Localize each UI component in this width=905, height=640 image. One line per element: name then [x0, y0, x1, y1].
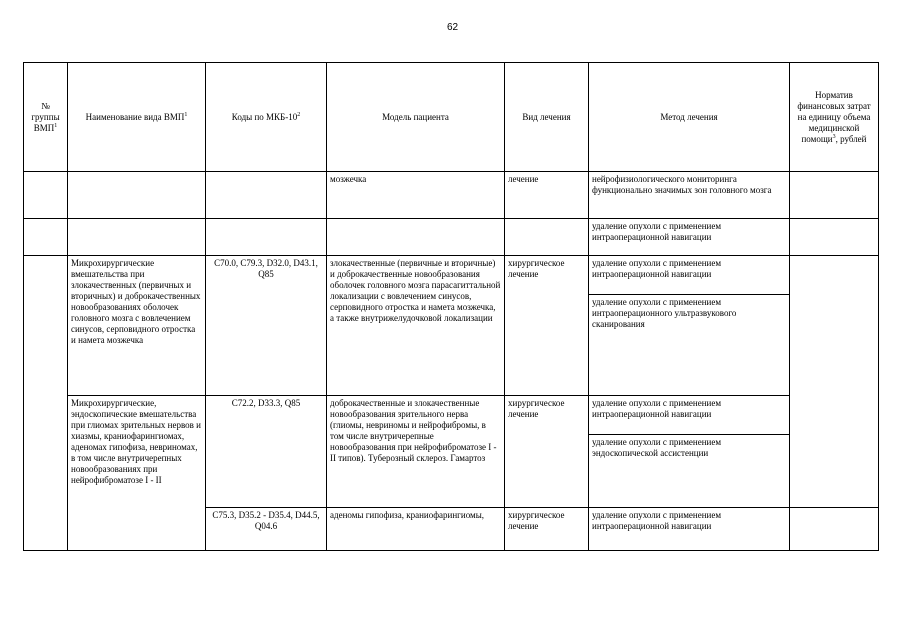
cell-mkb-codes: C75.3, D35.2 - D35.4, D44.5, Q04.6	[206, 508, 327, 551]
table-row	[24, 219, 879, 256]
header-cost-norm: Норматив финансовых затрат на единицу объема медицинской помощи$^3$, рублей	[790, 63, 879, 172]
cell-treatment-method: удаление опухоли с применением интраоперационной навигации	[589, 219, 790, 256]
cell-vmp-name: Микрохирургические вмешательства при злокачественных (первичных и вторичных) и доброкачественных новообразованиях оболочек головного мозга с вовлечением синусов, серповидного отростка и намета мозжечка	[68, 256, 206, 396]
table-header-row	[24, 63, 879, 172]
cell-patient-model	[327, 219, 505, 256]
cell-group-no	[24, 219, 68, 256]
cell-cost-norm	[790, 219, 879, 256]
cell-treatment-method: удаление опухоли с применением интраоперационной навигации	[589, 256, 790, 295]
cell-treatment-type	[505, 219, 589, 256]
cell-treatment-type: лечение	[505, 172, 589, 219]
cell-vmp-name	[68, 172, 206, 219]
cell-treatment-type: хирургическое лечение	[505, 256, 589, 396]
cell-group-no	[24, 172, 68, 219]
cell-mkb-codes: C70.0, C79.3, D32.0, D43.1, Q85	[206, 256, 327, 396]
header-patient-model: Модель пациента	[327, 63, 505, 172]
header-mkb-codes: Коды по МКБ-$10^2$	[206, 63, 327, 172]
cell-patient-model: мозжечка	[327, 172, 505, 219]
cell-cost-norm	[790, 256, 879, 508]
table-row	[24, 172, 879, 219]
cell-treatment-type: хирургическое лечение	[505, 396, 589, 508]
cell-patient-model: злокачественные (первичные и вторичные) и доброкачественные новообразования оболочек головного мозга парасагиттальной локализации с вовлечением синусов, серповидного отростка и намета мозжечка, а также внутрижелудочковой локализации	[327, 256, 505, 396]
cell-cost-norm	[790, 172, 879, 219]
cell-patient-model: аденомы гипофиза, краниофарингиомы,	[327, 508, 505, 551]
cell-mkb-codes: C72.2, D33.3, Q85	[206, 396, 327, 508]
cell-treatment-method: удаление опухоли с применением интраоперационной навигации	[589, 508, 790, 551]
cell-vmp-name: Микрохирургические, эндоскопические вмешательства при глиомах зрительных нервов и хиазмы, краниофарингиомах, аденомах гипофиза, невриномах, в том числе внутричерепных новообразованиях при нейрофиброматозе I - II	[68, 396, 206, 551]
cell-treatment-method: удаление опухоли с применением эндоскопической ассистенции	[589, 435, 790, 508]
cell-patient-model: доброкачественные и злокачественные новообразования зрительного нерва (глиомы, невриномы и нейрофибромы, в том числе внутричерепные новообразования при нейрофиброматозе I - II типов). Туберозный склероз. Гамартоз	[327, 396, 505, 508]
cell-treatment-method: удаление опухоли с применением интраоперационной навигации	[589, 396, 790, 435]
cell-treatment-type: хирургическое лечение	[505, 508, 589, 551]
vmp-table	[23, 62, 879, 551]
page-number: 62	[446, 22, 459, 33]
cell-treatment-method: нейрофизиологического мониторинга функционально значимых зон головного мозга	[589, 172, 790, 219]
cell-vmp-name	[68, 219, 206, 256]
header-group-no: № группы ВМП$^1$	[24, 63, 68, 172]
cell-cost-norm	[790, 508, 879, 551]
header-treatment-method: Метод лечения	[589, 63, 790, 172]
header-treatment-type: Вид лечения	[505, 63, 589, 172]
table-row	[24, 256, 879, 295]
cell-group-no	[24, 256, 68, 551]
cell-mkb-codes	[206, 219, 327, 256]
cell-mkb-codes	[206, 172, 327, 219]
cell-treatment-method: удаление опухоли с применением интраоперационного ультразвукового сканирования	[589, 295, 790, 396]
header-vmp-name: Наименование вида ВМП$^1$	[68, 63, 206, 172]
table-row	[24, 396, 879, 435]
